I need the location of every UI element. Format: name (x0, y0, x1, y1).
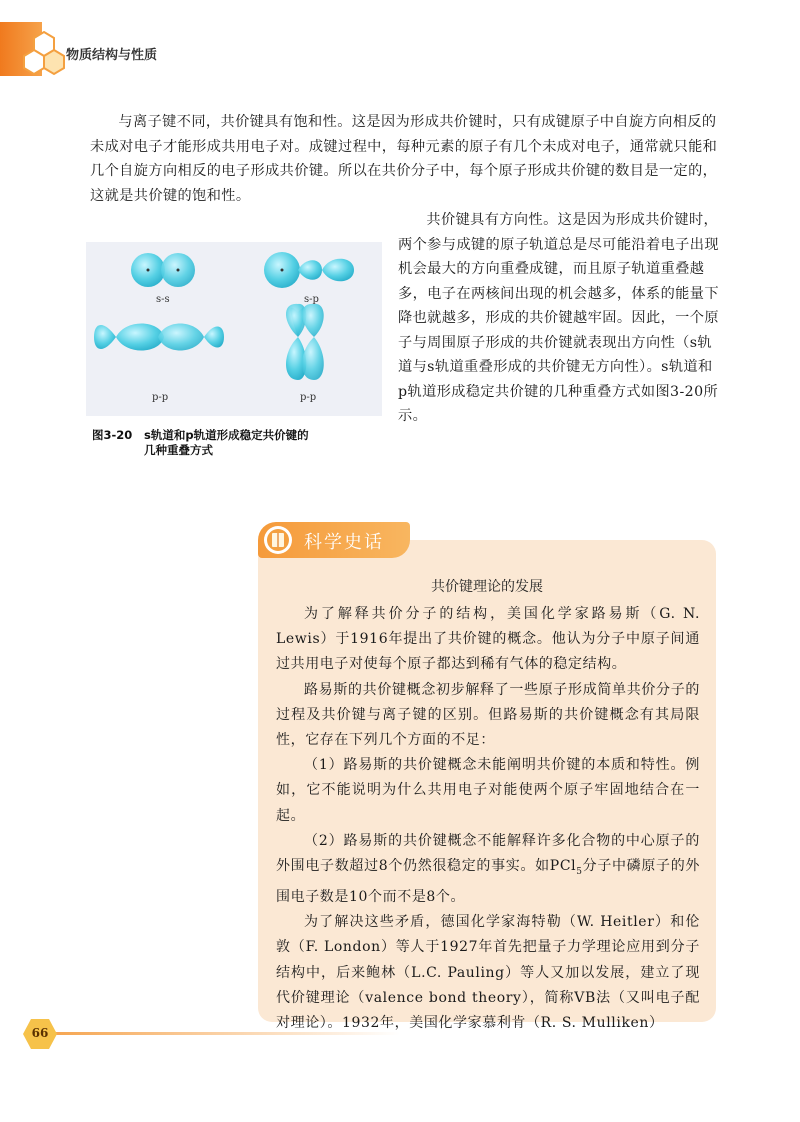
orbital-diagram (86, 242, 382, 416)
paragraph-saturation: 与离子键不同，共价键具有饱和性。这是因为形成共价键时，只有成键原子中自旋方向相反的未成对电子才能形成共用电子对。成键过程中，每种元素的原子有几个未成对电子，通常就只能和几个自旋方向相反的电子形成共价键。所以在共价分子中，每个原子形成共价键的数目是一定的，这就是共价键的饱和性。 (90, 114, 718, 204)
figure-caption (92, 428, 382, 458)
s-s-orbital-shape (131, 253, 195, 287)
label-s-p: s-p (304, 294, 319, 305)
page-number: 66 (31, 1026, 49, 1040)
caption-line-1: s轨道和p轨道形成稳定共价键的 (144, 428, 309, 442)
science-paragraph-2: 路易斯的共价键概念初步解释了一些原子形成简单共价分子的过程及共价键与离子键的区别。但路易斯的共价键概念有其局限性，它存在下列几个方面的不足： (276, 681, 700, 749)
s-p-orbital-shape (264, 252, 354, 288)
caption-line-2: 几种重叠方式 (144, 443, 213, 457)
footer-bar (40, 1032, 400, 1035)
science-paragraph-4 (276, 829, 700, 910)
science-history-title: 共价键理论的发展 (431, 579, 543, 595)
science-history-badge-label: 科学史话 (304, 532, 384, 553)
label-s-s: s-s (156, 294, 170, 305)
figure-number: 图3-20 (92, 428, 133, 442)
science-paragraph-4-part-a: （2）路易斯的共价键概念不能解释许多化合物的中心原子的外围电子数超过8个仍然很稳定的事实。如PCl (276, 832, 700, 875)
science-paragraph-3: （1）路易斯的共价键概念未能阐明共价键的本质和特性。例如，它不能说明为什么共用电子对能使两个原子牢固地结合在一起。 (276, 757, 700, 824)
p-p-pi-orbital-shape (286, 304, 324, 380)
label-p-p-pi: p-p (300, 392, 317, 403)
science-paragraph-5: 为了解决这些矛盾，德国化学家海特勒（W. Heitler）和伦敦（F. London）等人于1927年首先把量子力学理论应用到分子结构中，后来鲍林（L.C. Pauling）等人又加以发展，建立了现代价键理论（valence bond theory），简称VB法（又叫电子配对理论）。1932年，美国化学家慕利肯（R. S. Mulliken） (276, 914, 700, 1032)
science-paragraph-1: 为了解释共价分子的结构，美国化学家路易斯（G. N. Lewis）于1916年提出了共价键的概念。他认为分子中原子间通过共用电子对使每个原子都达到稀有气体的稳定结构。 (276, 606, 700, 673)
label-p-p-sigma: p-p (152, 392, 169, 403)
book-icon (262, 524, 294, 556)
paragraph-directionality: 共价键具有方向性。这是因为形成共价键时，两个参与成键的原子轨道总是尽可能沿着电子出现机会最大的方向重叠成键，而且原子轨道重叠越多，电子在两核间出现的机会越多，体系的能量下降也就越多，形成的共价键越牢固。因此，一个原子与周围原子形成的共价键就表现出方向性（s轨道与s轨道重叠形成的共价键无方向性）。s轨道和p轨道形成稳定共价键的几种重叠方式如图3-20所示。 (398, 212, 719, 424)
science-paragraph-4-part-b: 分子中磷原子的外围电子数是10个而不是8个。 (276, 858, 700, 906)
header-title: 物质结构与性质 (66, 48, 158, 63)
hexagon-logo-icon (22, 30, 66, 76)
science-history-body (276, 602, 700, 1036)
orbital-figure (86, 242, 382, 416)
p-p-sigma-orbital-shape (94, 323, 224, 350)
pcl5-subscript: 5 (576, 866, 583, 877)
